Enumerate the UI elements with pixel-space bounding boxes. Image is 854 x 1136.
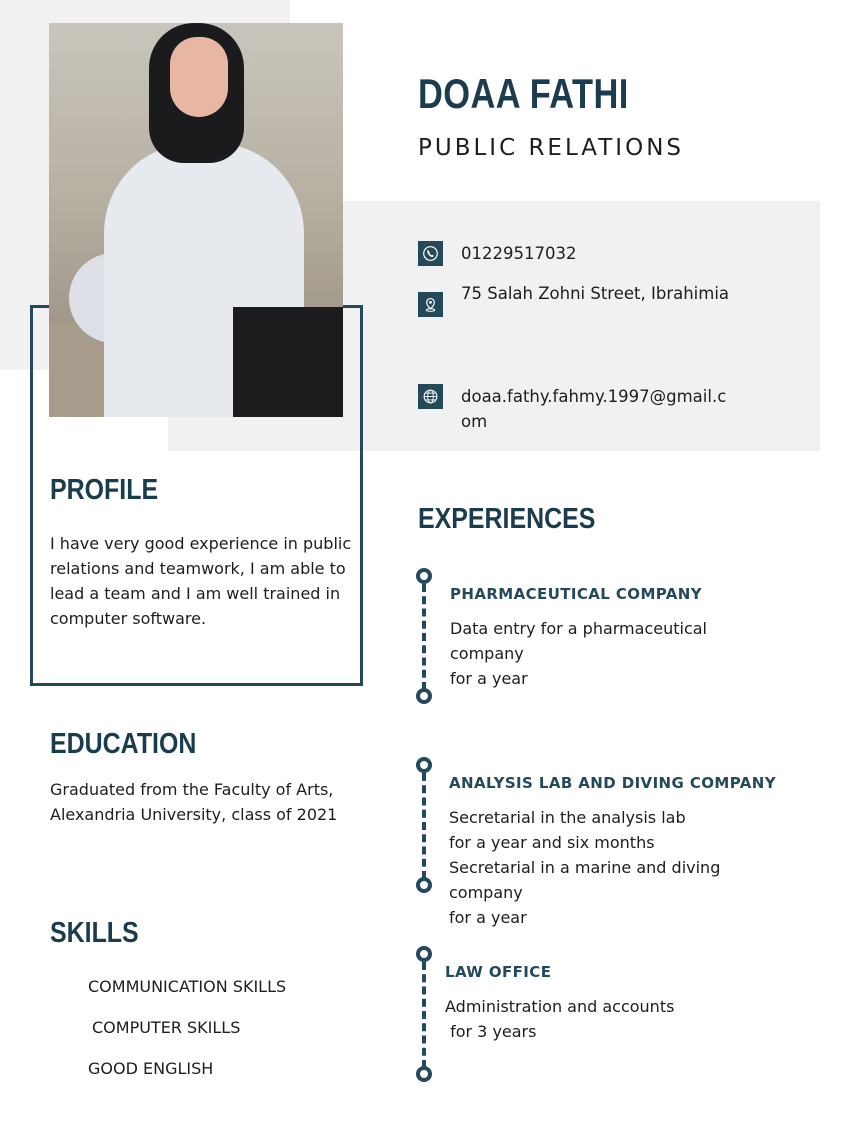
education-heading: EDUCATION bbox=[50, 728, 197, 760]
timeline-connector bbox=[422, 962, 426, 1068]
experience-company: LAW OFFICE bbox=[445, 963, 552, 981]
timeline-connector bbox=[422, 584, 426, 690]
experience-description-line: Administration and accounts bbox=[445, 997, 675, 1016]
experience-description-line: for a year and six months bbox=[449, 833, 655, 852]
job-title: PUBLIC RELATIONS bbox=[418, 135, 684, 161]
experience-company: PHARMACEUTICAL COMPANY bbox=[450, 585, 703, 603]
experience-description-line: for a year bbox=[450, 669, 528, 688]
email-line-1[interactable]: doaa.fathy.fahmy.1997@gmail.c bbox=[461, 387, 727, 406]
experience-description-line: Data entry for a pharmaceutical bbox=[450, 619, 707, 638]
timeline-connector bbox=[422, 773, 426, 879]
profile-text-line: relations and teamwork, I am able to bbox=[50, 559, 346, 578]
timeline-node bbox=[416, 757, 432, 773]
experience-description-line: company bbox=[450, 644, 524, 663]
profile-heading: PROFILE bbox=[50, 474, 159, 506]
experience-company: ANALYSIS LAB AND DIVING COMPANY bbox=[449, 774, 776, 792]
experience-description-line: company bbox=[449, 883, 523, 902]
phone-number: 01229517032 bbox=[461, 244, 577, 263]
timeline-node bbox=[416, 568, 432, 584]
timeline-node bbox=[416, 1066, 432, 1082]
email-line-2[interactable]: om bbox=[461, 412, 488, 431]
candidate-name: DOAA FATHI bbox=[418, 70, 629, 117]
experience-description-line: Secretarial in the analysis lab bbox=[449, 808, 686, 827]
experience-description-line: for a year bbox=[449, 908, 527, 927]
timeline-node bbox=[416, 946, 432, 962]
experience-description-line: for 3 years bbox=[445, 1022, 537, 1041]
profile-photo bbox=[49, 23, 343, 417]
education-text-line: Graduated from the Faculty of Arts, bbox=[50, 780, 334, 799]
profile-text-line: lead a team and I am well trained in bbox=[50, 584, 341, 603]
experiences-heading: EXPERIENCES bbox=[418, 503, 596, 535]
address: 75 Salah Zohni Street, Ibrahimia bbox=[461, 284, 730, 303]
profile-text-line: I have very good experience in public bbox=[50, 534, 352, 553]
education-text-line: Alexandria University, class of 2021 bbox=[50, 805, 338, 824]
skill-item: COMPUTER SKILLS bbox=[92, 1018, 241, 1037]
profile-text-line: computer software. bbox=[50, 609, 207, 628]
skill-item: COMMUNICATION SKILLS bbox=[88, 977, 287, 996]
location-pin-icon bbox=[418, 292, 443, 317]
skill-item: GOOD ENGLISH bbox=[88, 1059, 214, 1078]
experience-description-line: Secretarial in a marine and diving bbox=[449, 858, 721, 877]
timeline-node bbox=[416, 688, 432, 704]
globe-icon bbox=[418, 384, 443, 409]
phone-icon bbox=[418, 241, 443, 266]
timeline-node bbox=[416, 877, 432, 893]
skills-heading: SKILLS bbox=[50, 917, 139, 949]
